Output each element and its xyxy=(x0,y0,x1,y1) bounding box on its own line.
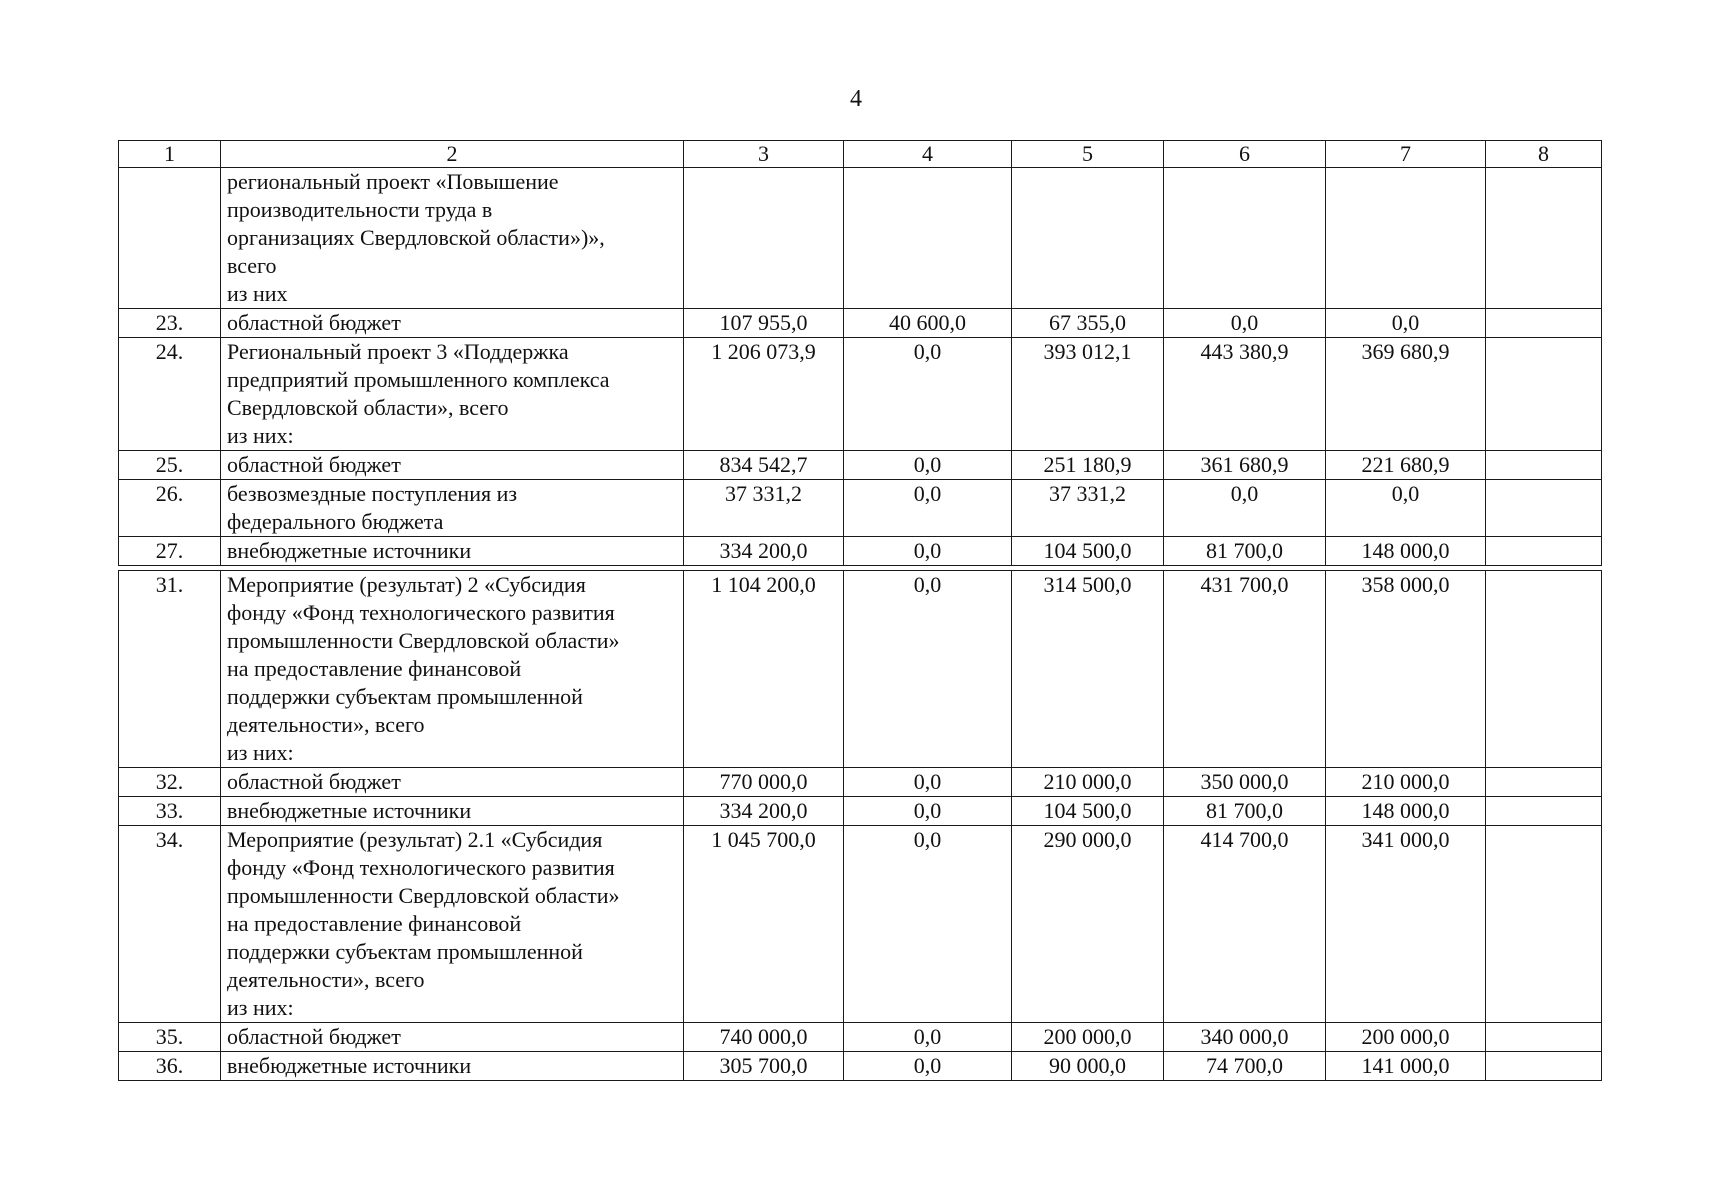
cell-col-5: 290 000,0 xyxy=(1012,826,1164,1023)
cell-col-5: 393 012,1 xyxy=(1012,338,1164,451)
cell-col-3: 1 045 700,0 xyxy=(684,826,844,1023)
column-header: 2 xyxy=(221,141,684,168)
row-name-line: из них: xyxy=(227,995,294,1020)
cell-col-4: 0,0 xyxy=(844,451,1012,480)
row-name xyxy=(221,1023,684,1052)
cell-col-4: 0,0 xyxy=(844,338,1012,451)
row-name xyxy=(221,826,684,1023)
cell-col-5: 200 000,0 xyxy=(1012,1023,1164,1052)
cell-col-4: 0,0 xyxy=(844,768,1012,797)
cell-col-6: 81 700,0 xyxy=(1164,797,1326,826)
table-row xyxy=(119,338,1602,451)
row-name-line: из них: xyxy=(227,423,294,448)
row-number: 25. xyxy=(119,451,221,480)
cell-col-6: 340 000,0 xyxy=(1164,1023,1326,1052)
cell-col-3: 107 955,0 xyxy=(684,309,844,338)
cell-col-7: 210 000,0 xyxy=(1326,768,1486,797)
row-number: 36. xyxy=(119,1052,221,1081)
column-header: 4 xyxy=(844,141,1012,168)
cell-col-6: 443 380,9 xyxy=(1164,338,1326,451)
row-name-line: всего xyxy=(227,253,277,278)
cell-col-4: 0,0 xyxy=(844,797,1012,826)
row-name xyxy=(221,768,684,797)
row-name-line: фонду «Фонд технологического развития xyxy=(227,855,615,880)
cell-col-3: 305 700,0 xyxy=(684,1052,844,1081)
row-name-line: производительности труда в xyxy=(227,197,493,222)
row-number: 33. xyxy=(119,797,221,826)
cell-col-5: 210 000,0 xyxy=(1012,768,1164,797)
column-header: 3 xyxy=(684,141,844,168)
cell-col-3: 1 206 073,9 xyxy=(684,338,844,451)
cell-col-4: 0,0 xyxy=(844,480,1012,537)
cell-col-7: 369 680,9 xyxy=(1326,338,1486,451)
cell-col-4: 0,0 xyxy=(844,826,1012,1023)
column-header-row xyxy=(119,141,1602,168)
row-number: 32. xyxy=(119,768,221,797)
column-header: 7 xyxy=(1326,141,1486,168)
cell-col-7: 141 000,0 xyxy=(1326,1052,1486,1081)
cell-col-5: 37 331,2 xyxy=(1012,480,1164,537)
page-number: 4 xyxy=(850,86,862,112)
cell-col-8 xyxy=(1486,571,1602,768)
table-row xyxy=(119,797,1602,826)
row-number: 27. xyxy=(119,537,221,566)
cell-col-7: 148 000,0 xyxy=(1326,537,1486,566)
table-row xyxy=(119,826,1602,1023)
row-name-line: на предоставление финансовой xyxy=(227,911,522,936)
row-name-line: деятельности», всего xyxy=(227,712,425,737)
cell-col-6: 81 700,0 xyxy=(1164,537,1326,566)
row-name-line: деятельности», всего xyxy=(227,967,425,992)
table-body xyxy=(119,141,1602,1081)
cell-col-7: 358 000,0 xyxy=(1326,571,1486,768)
row-name-line: Мероприятие (результат) 2.1 «Субсидия xyxy=(227,827,603,852)
cell-col-3: 334 200,0 xyxy=(684,537,844,566)
cell-col-6: 74 700,0 xyxy=(1164,1052,1326,1081)
row-name-line: региональный проект «Повышение xyxy=(227,169,559,194)
cell-col-8 xyxy=(1486,1023,1602,1052)
cell-col-7: 0,0 xyxy=(1326,480,1486,537)
cell-col-6: 361 680,9 xyxy=(1164,451,1326,480)
cell-col-3: 334 200,0 xyxy=(684,797,844,826)
row-name-line: организациях Свердловской области»)», xyxy=(227,225,605,250)
row-name xyxy=(221,537,684,566)
row-name-line: безвозмездные поступления из xyxy=(227,481,518,506)
cell-col-3 xyxy=(684,168,844,309)
row-name-line: из них: xyxy=(227,740,294,765)
row-name-line: предприятий промышленного комплекса xyxy=(227,367,610,392)
cell-col-4: 0,0 xyxy=(844,1023,1012,1052)
cell-col-7: 200 000,0 xyxy=(1326,1023,1486,1052)
cell-col-5 xyxy=(1012,168,1164,309)
cell-col-4: 0,0 xyxy=(844,571,1012,768)
cell-col-5: 90 000,0 xyxy=(1012,1052,1164,1081)
table-row xyxy=(119,1052,1602,1081)
row-name-line: внебюджетные источники xyxy=(227,1053,472,1078)
cell-col-4: 0,0 xyxy=(844,1052,1012,1081)
row-name xyxy=(221,168,684,309)
row-name-line: областной бюджет xyxy=(227,769,401,794)
cell-col-6: 350 000,0 xyxy=(1164,768,1326,797)
cell-col-6: 414 700,0 xyxy=(1164,826,1326,1023)
row-name-line: из них xyxy=(227,281,288,306)
row-name xyxy=(221,480,684,537)
cell-col-8 xyxy=(1486,168,1602,309)
column-header: 8 xyxy=(1486,141,1602,168)
row-number xyxy=(119,168,221,309)
row-name-line: промышленности Свердловской области» xyxy=(227,883,620,908)
table-row xyxy=(119,537,1602,566)
cell-col-3: 1 104 200,0 xyxy=(684,571,844,768)
row-name-line: областной бюджет xyxy=(227,452,401,477)
table-row xyxy=(119,571,1602,768)
column-header: 6 xyxy=(1164,141,1326,168)
row-number: 35. xyxy=(119,1023,221,1052)
row-name xyxy=(221,309,684,338)
cell-col-7: 148 000,0 xyxy=(1326,797,1486,826)
cell-col-8 xyxy=(1486,797,1602,826)
cell-col-6: 431 700,0 xyxy=(1164,571,1326,768)
cell-col-8 xyxy=(1486,338,1602,451)
row-name-line: поддержки субъектам промышленной xyxy=(227,684,583,709)
cell-col-4: 0,0 xyxy=(844,537,1012,566)
table-row xyxy=(119,1023,1602,1052)
row-name xyxy=(221,338,684,451)
cell-col-8 xyxy=(1486,1052,1602,1081)
row-name-line: Свердловской области», всего xyxy=(227,395,509,420)
row-name-line: областной бюджет xyxy=(227,1024,401,1049)
table-row xyxy=(119,309,1602,338)
row-name-line: Региональный проект 3 «Поддержка xyxy=(227,339,569,364)
row-number: 34. xyxy=(119,826,221,1023)
cell-col-5: 104 500,0 xyxy=(1012,537,1164,566)
cell-col-7: 221 680,9 xyxy=(1326,451,1486,480)
cell-col-8 xyxy=(1486,309,1602,338)
column-header: 5 xyxy=(1012,141,1164,168)
row-name-line: на предоставление финансовой xyxy=(227,656,522,681)
cell-col-5: 67 355,0 xyxy=(1012,309,1164,338)
cell-col-6 xyxy=(1164,168,1326,309)
row-name xyxy=(221,571,684,768)
cell-col-8 xyxy=(1486,451,1602,480)
cell-col-7: 0,0 xyxy=(1326,309,1486,338)
row-name xyxy=(221,1052,684,1081)
row-name-line: федерального бюджета xyxy=(227,509,444,534)
row-number: 26. xyxy=(119,480,221,537)
table-row xyxy=(119,451,1602,480)
cell-col-5: 314 500,0 xyxy=(1012,571,1164,768)
cell-col-5: 104 500,0 xyxy=(1012,797,1164,826)
cell-col-8 xyxy=(1486,480,1602,537)
row-name-line: поддержки субъектам промышленной xyxy=(227,939,583,964)
row-name-line: внебюджетные источники xyxy=(227,538,472,563)
cell-col-6: 0,0 xyxy=(1164,309,1326,338)
cell-col-8 xyxy=(1486,537,1602,566)
cell-col-3: 37 331,2 xyxy=(684,480,844,537)
row-name-line: фонду «Фонд технологического развития xyxy=(227,600,615,625)
cell-col-3: 770 000,0 xyxy=(684,768,844,797)
row-name-line: промышленности Свердловской области» xyxy=(227,628,620,653)
cell-col-6: 0,0 xyxy=(1164,480,1326,537)
row-name-line: Мероприятие (результат) 2 «Субсидия xyxy=(227,572,586,597)
cell-col-8 xyxy=(1486,768,1602,797)
cell-col-4: 40 600,0 xyxy=(844,309,1012,338)
cell-col-3: 834 542,7 xyxy=(684,451,844,480)
table-row xyxy=(119,768,1602,797)
row-name-line: внебюджетные источники xyxy=(227,798,472,823)
column-header: 1 xyxy=(119,141,221,168)
row-number: 23. xyxy=(119,309,221,338)
cell-col-3: 740 000,0 xyxy=(684,1023,844,1052)
table-row xyxy=(119,168,1602,309)
row-name xyxy=(221,797,684,826)
cell-col-4 xyxy=(844,168,1012,309)
table-row xyxy=(119,480,1602,537)
cell-col-5: 251 180,9 xyxy=(1012,451,1164,480)
budget-table xyxy=(118,140,1602,1081)
row-number: 24. xyxy=(119,338,221,451)
cell-col-7 xyxy=(1326,168,1486,309)
row-name xyxy=(221,451,684,480)
cell-col-7: 341 000,0 xyxy=(1326,826,1486,1023)
cell-col-8 xyxy=(1486,826,1602,1023)
row-number: 31. xyxy=(119,571,221,768)
row-name-line: областной бюджет xyxy=(227,310,401,335)
